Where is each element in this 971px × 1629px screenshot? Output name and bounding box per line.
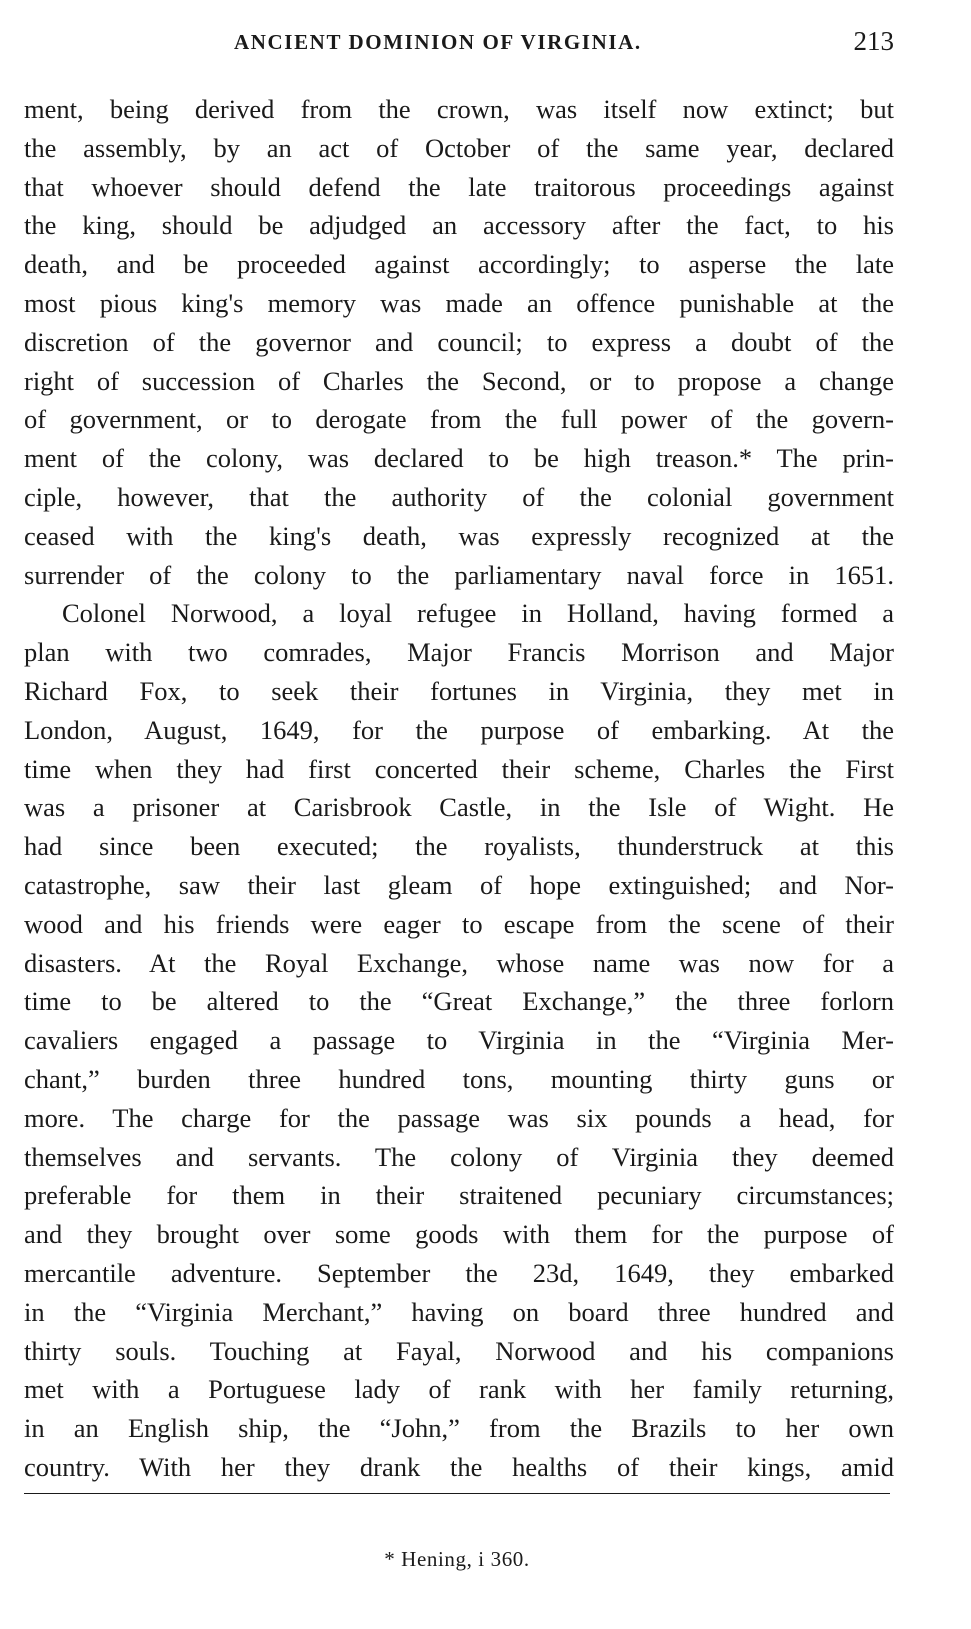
footnote-divider: [24, 1493, 890, 1494]
text-line: wood and his friends were eager to escape from the scene of their: [24, 908, 894, 939]
text-line: London, August, 1649, for the purpose of embarking. At the: [24, 714, 894, 745]
text-line: had since been executed; the royalists, thunderstruck at this: [24, 831, 894, 862]
text-line: ment, being derived from the crown, was itself now extinct; but: [24, 94, 894, 124]
text-line: plan with two comrades, Major Francis Morrison and Major: [24, 637, 894, 668]
text-line: thirty souls. Touching at Fayal, Norwood and his companions: [24, 1335, 894, 1366]
text-line: right of succession of Charles the Second, or to propose a change: [24, 365, 894, 396]
text-line: ment of the colony, was declared to be high treason.* The prin-: [24, 443, 894, 474]
text-line: of government, or to derogate from the full power of the govern-: [24, 404, 894, 435]
book-page: [24, 0, 894, 1629]
text-line: most pious king's memory was made an offence punishable at the: [24, 287, 894, 318]
text-line: death, and be proceeded against accordingly; to asperse the late: [24, 249, 894, 280]
text-line: ceased with the king's death, was expressly recognized at the: [24, 520, 894, 551]
running-head: [24, 26, 894, 60]
text-line: was a prisoner at Carisbrook Castle, in the Isle of Wight. He: [24, 792, 894, 823]
text-line: surrender of the colony to the parliamentary naval force in 1651.: [24, 559, 894, 590]
text-line: in the “Virginia Merchant,” having on board three hundred and: [24, 1296, 894, 1327]
text-line: the king, should be adjudged an accessory after the fact, to his: [24, 210, 894, 241]
text-line: discretion of the governor and council; to express a doubt of the: [24, 326, 894, 357]
running-title: ANCIENT DOMINION OF VIRGINIA.: [234, 30, 642, 54]
text-line: cavaliers engaged a passage to Virginia in the “Virginia Mer-: [24, 1025, 894, 1056]
text-line: catastrophe, saw their last gleam of hope extinguished; and Nor-: [24, 869, 894, 900]
text-line: Richard Fox, to seek their fortunes in Virginia, they met in: [24, 675, 894, 706]
text-line: time when they had first concerted their scheme, Charles the First: [24, 753, 894, 784]
page-number: 213: [853, 26, 894, 56]
text-line: preferable for them in their straitened pecuniary circumstances;: [24, 1180, 894, 1211]
paragraph-1: [24, 90, 894, 594]
text-line: Colonel Norwood, a loyal refugee in Holland, having formed a: [62, 598, 894, 629]
text-line: the assembly, by an act of October of the same year, declared: [24, 132, 894, 163]
text-line: and they brought over some goods with them for the purpose of: [24, 1219, 894, 1250]
text-line: mercantile adventure. September the 23d, 1649, they embarked: [24, 1257, 894, 1288]
text-line: disasters. At the Royal Exchange, whose name was now for a: [24, 947, 894, 978]
text-line: met with a Portuguese lady of rank with her family returning,: [24, 1374, 894, 1405]
text-line: more. The charge for the passage was six pounds a head, for: [24, 1102, 894, 1133]
body-text: [24, 90, 894, 1487]
text-line: themselves and servants. The colony of Virginia they deemed: [24, 1141, 894, 1172]
text-line: time to be altered to the “Great Exchange,” the three forlorn: [24, 986, 894, 1017]
text-line: country. With her they drank the healths of their kings, amid: [24, 1451, 894, 1482]
paragraph-2: [24, 594, 894, 1486]
text-line: that whoever should defend the late traitorous proceedings against: [24, 171, 894, 202]
text-line: ciple, however, that the authority of the colonial government: [24, 481, 894, 512]
text-line: chant,” burden three hundred tons, mounting thirty guns or: [24, 1063, 894, 1094]
text-line: in an English ship, the “John,” from the Brazils to her own: [24, 1413, 894, 1444]
footnote: * Hening, i 360.: [384, 1547, 530, 1571]
